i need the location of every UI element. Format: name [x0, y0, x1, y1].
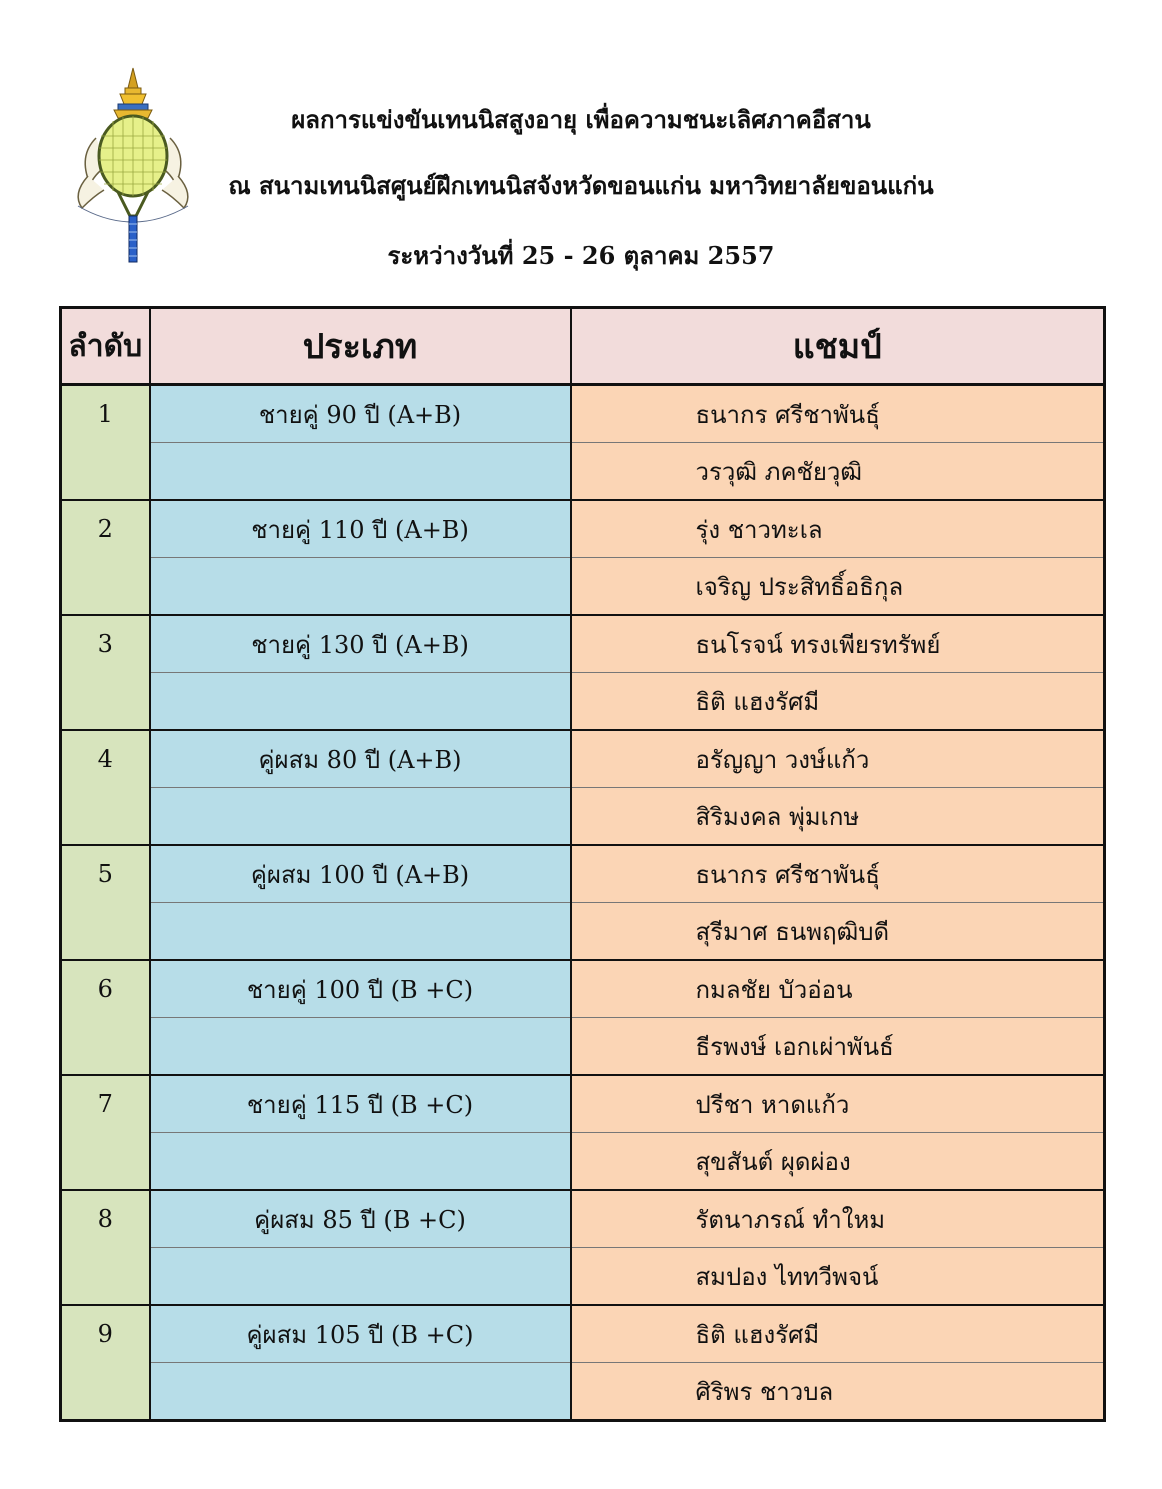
table-row [61, 1075, 1105, 1133]
row-number: 2 [61, 500, 150, 558]
row-category: คู่ผสม 85 ปี (B +C) [150, 1190, 571, 1248]
champion-player-2: สิริมงคล พุ่มเกษ [571, 788, 1105, 846]
row-number-blank [61, 903, 150, 961]
row-category-blank [150, 673, 571, 731]
row-number-blank [61, 1248, 150, 1306]
header-category: ประเภท [150, 308, 571, 385]
table-row [61, 385, 1105, 443]
report-title: ผลการแข่งขันเทนนิสสูงอายุ เพื่อความชนะเลิศภาคอีสาน [291, 105, 871, 134]
row-category: คู่ผสม 100 ปี (A+B) [150, 845, 571, 903]
table-row [61, 1018, 1105, 1076]
header-no: ลำดับ [61, 308, 150, 385]
row-number: 5 [61, 845, 150, 903]
champion-player-1: ธิติ แฮงรัศมี [571, 1305, 1105, 1363]
header-champion: แชมป์ [571, 308, 1105, 385]
row-number-blank [61, 788, 150, 846]
table-header-row [61, 308, 1105, 385]
row-number: 7 [61, 1075, 150, 1133]
table-row [61, 730, 1105, 788]
table-row [61, 845, 1105, 903]
champion-player-2: ธิติ แฮงรัศมี [571, 673, 1105, 731]
champion-player-2: สุรีมาศ ธนพฤฒิบดี [571, 903, 1105, 961]
champion-player-1: ธนโรจน์ ทรงเพียรทรัพย์ [571, 615, 1105, 673]
date-line: ระหว่างวันที่ 25 - 26 ตุลาคม 2557 [387, 241, 775, 270]
champion-player-2: เจริญ ประสิทธิ์อธิกุล [571, 558, 1105, 616]
venue-line: ณ สนามเทนนิสศูนย์ฝึกเทนนิสจังหวัดขอนแก่น มหาวิทยาลัยขอนแก่น [228, 171, 934, 200]
champion-player-2: ธีรพงษ์ เอกเผ่าพันธ์ [571, 1018, 1105, 1076]
row-category: ชายคู่ 110 ปี (A+B) [150, 500, 571, 558]
row-number: 4 [61, 730, 150, 788]
row-category-blank [150, 443, 571, 501]
champion-player-1: รุ่ง ชาวทะเล [571, 500, 1105, 558]
row-category-blank [150, 1018, 571, 1076]
champion-player-1: ปรีชา หาดแก้ว [571, 1075, 1105, 1133]
row-number: 3 [61, 615, 150, 673]
champion-player-1: รัตนาภรณ์ ทำใหม [571, 1190, 1105, 1248]
row-category: คู่ผสม 105 ปี (B +C) [150, 1305, 571, 1363]
table-row [61, 1363, 1105, 1421]
champion-player-2: สมปอง ไททวีพจน์ [571, 1248, 1105, 1306]
table-row [61, 1190, 1105, 1248]
row-category: ชายคู่ 90 ปี (A+B) [150, 385, 571, 443]
row-category-blank [150, 1133, 571, 1191]
row-category-blank [150, 1248, 571, 1306]
table-row [61, 673, 1105, 731]
results-table [59, 306, 1106, 1422]
row-category: ชายคู่ 115 ปี (B +C) [150, 1075, 571, 1133]
champion-player-1: อรัญญา วงษ์แก้ว [571, 730, 1105, 788]
row-number-blank [61, 443, 150, 501]
row-number: 1 [61, 385, 150, 443]
table-row [61, 788, 1105, 846]
champion-player-1: ธนากร ศรีชาพันธุ์ [571, 845, 1105, 903]
table-row [61, 615, 1105, 673]
table-row [61, 443, 1105, 501]
table-row [61, 1305, 1105, 1363]
champion-player-2: วรวุฒิ ภคชัยวุฒิ [571, 443, 1105, 501]
row-number: 8 [61, 1190, 150, 1248]
table-row [61, 903, 1105, 961]
row-number-blank [61, 1363, 150, 1421]
row-category: คู่ผสม 80 ปี (A+B) [150, 730, 571, 788]
results-body [61, 385, 1105, 1421]
row-number: 6 [61, 960, 150, 1018]
row-category-blank [150, 788, 571, 846]
row-category-blank [150, 558, 571, 616]
row-category: ชายคู่ 100 ปี (B +C) [150, 960, 571, 1018]
table-row [61, 1248, 1105, 1306]
row-number: 9 [61, 1305, 150, 1363]
row-number-blank [61, 673, 150, 731]
champion-player-2: ศิริพร ชาวบล [571, 1363, 1105, 1421]
table-row [61, 960, 1105, 1018]
table-row [61, 558, 1105, 616]
champion-player-2: สุขสันต์ ผุดผ่อง [571, 1133, 1105, 1191]
row-category: ชายคู่ 130 ปี (A+B) [150, 615, 571, 673]
table-row [61, 500, 1105, 558]
row-number-blank [61, 1018, 150, 1076]
table-row [61, 1133, 1105, 1191]
row-category-blank [150, 903, 571, 961]
champion-player-1: กมลชัย บัวอ่อน [571, 960, 1105, 1018]
row-number-blank [61, 1133, 150, 1191]
champion-player-1: ธนากร ศรีชาพันธุ์ [571, 385, 1105, 443]
row-category-blank [150, 1363, 571, 1421]
row-number-blank [61, 558, 150, 616]
